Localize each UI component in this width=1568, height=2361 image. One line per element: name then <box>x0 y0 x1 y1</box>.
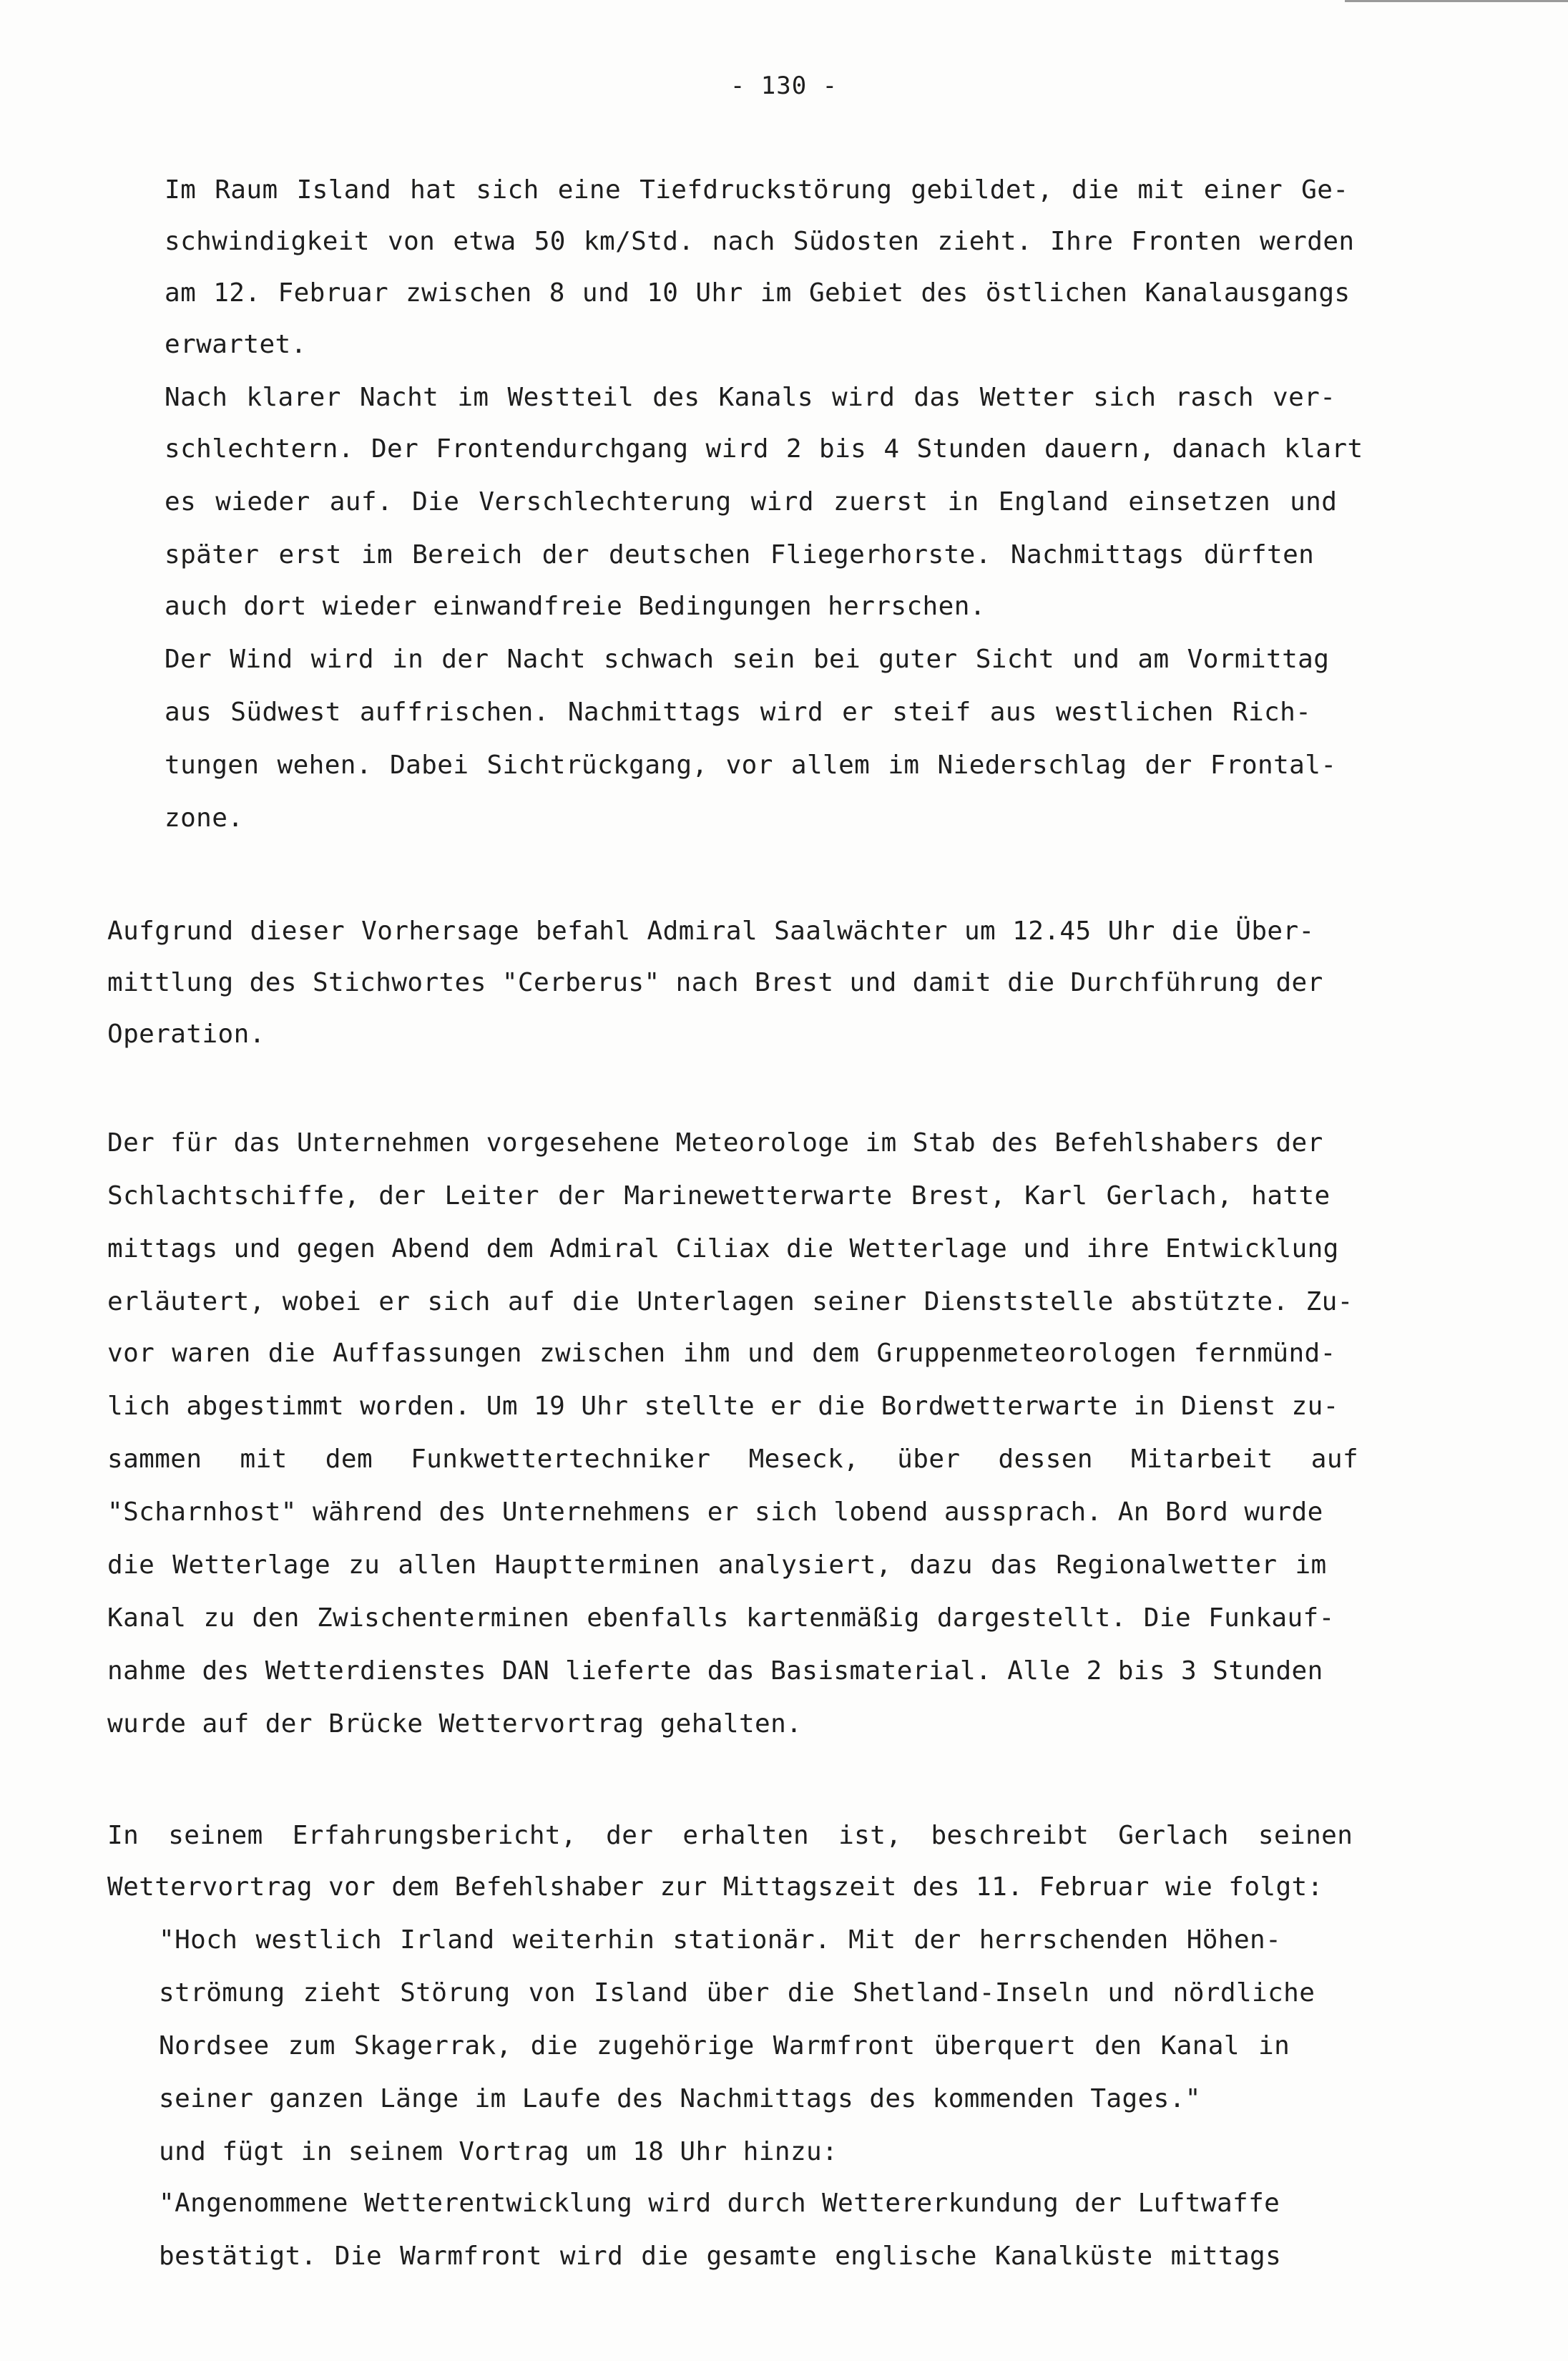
text-line: sammen mit dem Funkwettertechniker Meseck, über dessen Mitarbeit auf <box>107 1445 1359 1474</box>
text-line: wurde auf der Brücke Wettervortrag gehalten. <box>107 1709 803 1739</box>
text-line: "Angenommene Wetterentwicklung wird durch Wettererkundung der Luftwaffe <box>159 2189 1280 2218</box>
text-line: Wettervortrag vor dem Befehlshaber zur Mittagszeit des 11. Februar wie folgt: <box>107 1872 1323 1902</box>
text-line: erläutert, wobei er sich auf die Unterlagen seiner Dienststelle abstützte. Zu- <box>107 1287 1353 1316</box>
text-line: am 12. Februar zwischen 8 und 10 Uhr im Gebiet des östlichen Kanalausgangs <box>165 278 1351 308</box>
text-line: Aufgrund dieser Vorhersage befahl Admiral Saalwächter um 12.45 Uhr die Über- <box>107 916 1315 946</box>
text-line: Der Wind wird in der Nacht schwach sein bei guter Sicht und am Vormittag <box>165 645 1330 674</box>
text-line: aus Südwest auffrischen. Nachmittags wird er steif aus westlichen Rich- <box>165 698 1312 727</box>
text-line: Der für das Unternehmen vorgesehene Meteorologe im Stab des Befehlshabers der <box>107 1128 1323 1158</box>
page-number: - 130 - <box>730 72 838 100</box>
text-line: "Scharnhost" während des Unternehmens er sich lobend aussprach. An Bord wurde <box>107 1497 1323 1527</box>
text-line: In seinem Erfahrungsbericht, der erhalten ist, beschreibt Gerlach seinen <box>107 1821 1353 1850</box>
text-line: seiner ganzen Länge im Laufe des Nachmittags des kommenden Tages." <box>159 2084 1201 2113</box>
text-line: Schlachtschiffe, der Leiter der Marinewetterwarte Brest, Karl Gerlach, hatte <box>107 1181 1331 1211</box>
text-line: strömung zieht Störung von Island über die Shetland-Inseln und nördliche <box>159 1978 1315 2008</box>
text-line: Kanal zu den Zwischenterminen ebenfalls kartenmäßig dargestellt. Die Funkauf- <box>107 1603 1335 1633</box>
text-line: und fügt in seinem Vortrag um 18 Uhr hinzu: <box>159 2137 838 2166</box>
text-line: mittlung des Stichwortes "Cerberus" nach Brest und damit die Durchführung der <box>107 968 1323 997</box>
text-line: vor waren die Auffassungen zwischen ihm und dem Gruppenmeteorologen fernmünd- <box>107 1339 1336 1368</box>
text-line: lich abgestimmt worden. Um 19 Uhr stellte er die Bordwetterwarte in Dienst zu- <box>107 1392 1339 1421</box>
text-line: Operation. <box>107 1020 265 1049</box>
text-line: "Hoch westlich Irland weiterhin stationär. Mit der herrschenden Höhen- <box>159 1925 1282 1955</box>
text-line: mittags und gegen Abend dem Admiral Ciliax die Wetterlage und ihre Entwicklung <box>107 1234 1339 1263</box>
text-line: nahme des Wetterdienstes DAN lieferte das Basismaterial. Alle 2 bis 3 Stunden <box>107 1656 1323 1686</box>
text-line: Nordsee zum Skagerrak, die zugehörige Warmfront überquert den Kanal in <box>159 2031 1290 2061</box>
text-line: Im Raum Island hat sich eine Tiefdruckstörung gebildet, die mit einer Ge- <box>165 175 1349 205</box>
text-line: schwindigkeit von etwa 50 km/Std. nach Südosten zieht. Ihre Fronten werden <box>165 227 1355 256</box>
text-line: es wieder auf. Die Verschlechterung wird zuerst in England einsetzen und <box>165 487 1338 517</box>
page-top-edge <box>1345 0 1568 2</box>
text-line: zone. <box>165 803 244 833</box>
text-line: erwartet. <box>165 330 307 359</box>
text-line: die Wetterlage zu allen Hauptterminen analysiert, dazu das Regionalwetter im <box>107 1550 1327 1580</box>
text-line: auch dort wieder einwandfreie Bedingungen herrschen. <box>165 592 986 621</box>
text-line: Nach klarer Nacht im Westteil des Kanals wird das Wetter sich rasch ver- <box>165 383 1336 412</box>
text-line: schlechtern. Der Frontendurchgang wird 2 bis 4 Stunden dauern, danach klart <box>165 434 1363 464</box>
text-line: später erst im Bereich der deutschen Fliegerhorste. Nachmittags dürften <box>165 540 1315 570</box>
text-line: tungen wehen. Dabei Sichtrückgang, vor allem im Niederschlag der Frontal- <box>165 751 1337 780</box>
text-line: bestätigt. Die Warmfront wird die gesamte englische Kanalküste mittags <box>159 2242 1282 2271</box>
